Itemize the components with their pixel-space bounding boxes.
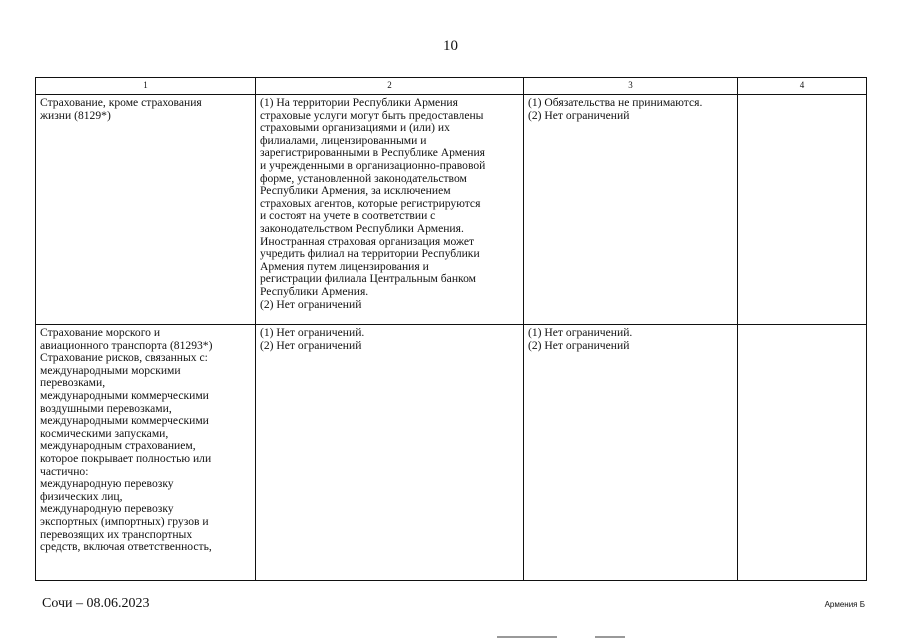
cell-text-line: авиационного транспорта (81293*) [40, 338, 213, 352]
cell-text-line: Страхование, кроме страхования [40, 96, 202, 109]
cell-text-line: международную перевозку [40, 502, 174, 516]
cell-text-line: и учрежденными в организационно-правовой [260, 158, 486, 172]
table-cell-col1 [36, 325, 256, 581]
cell-text-line: страховых агентов, которые регистрируются [260, 196, 481, 210]
column-header-2: 2 [256, 78, 524, 95]
table-cell-col2 [256, 95, 524, 325]
cell-text-line: (2) Нет ограничений [528, 108, 630, 122]
table-header-row [36, 78, 867, 95]
cell-text-line: (1) На территории Республики Армения [260, 96, 458, 109]
cell-text-line: (1) Нет ограничений. [528, 326, 633, 339]
cell-text-line: Армения путем лицензирования и [260, 259, 429, 273]
cell-text-line: Иностранная страховая организация может [260, 234, 475, 248]
commitments-table [35, 77, 867, 581]
cell-text-line: космическими запусками, [40, 426, 169, 440]
table-cell-col2 [256, 325, 524, 581]
cell-text-line: и состоят на учете в соответствии с [260, 209, 436, 223]
table-row [36, 325, 867, 581]
cell-text-line: страховые услуги могут быть предоставлены [260, 108, 484, 122]
cell-text-line: международную перевозку [40, 477, 174, 491]
table-cell-col1 [36, 95, 256, 325]
column-header-4: 4 [738, 78, 867, 95]
cell-text-line: которое покрывает полностью или [40, 451, 212, 465]
cell-text-line: (1) Обязательства не принимаются. [528, 96, 703, 109]
cell-text-line: международными морскими [40, 363, 181, 377]
cell-text-line: перевозками, [40, 376, 106, 390]
column-header-3: 3 [524, 78, 738, 95]
cell-text-line: Страхование морского и [40, 326, 161, 339]
table-cell-col4 [738, 95, 867, 325]
cell-text-line: Республики Армения. [260, 284, 369, 298]
column-header-1: 1 [36, 78, 256, 95]
cell-text-line: филиалами, лицензированными и [260, 133, 427, 147]
cell-text-line: форме, установленной законодательством [260, 171, 467, 185]
cell-text-line: (2) Нет ограничений [528, 338, 630, 352]
cell-text-line: зарегистрированными в Республике Армения [260, 146, 485, 160]
cell-text-line: средств, включая ответственность, [40, 540, 212, 554]
footer-code: Армения Б [824, 600, 865, 609]
cell-text-line: учредить филиал на территории Республики [260, 247, 480, 261]
table-row [36, 95, 867, 325]
scan-artifact [497, 636, 557, 638]
cell-text-line: физических лиц, [40, 489, 123, 503]
cell-text-line: регистрации филиала Центральным банком [260, 272, 476, 286]
page-number: 10 [443, 38, 458, 54]
scan-artifact [595, 636, 625, 638]
cell-text-line: частично: [40, 464, 89, 478]
table-cell-col4 [738, 325, 867, 581]
cell-text-line: международными коммерческими [40, 388, 209, 402]
cell-text-line: международными коммерческими [40, 414, 209, 428]
cell-text-line: Республики Армения, за исключением [260, 184, 451, 198]
table-cell-col3 [524, 325, 738, 581]
cell-text-line: страховыми организациями и (или) их [260, 121, 450, 135]
cell-text-line: воздушными перевозками, [40, 401, 172, 415]
cell-text-line: (1) Нет ограничений. [260, 326, 365, 339]
cell-text-line: законодательством Республики Армения. [260, 221, 464, 235]
table-cell-col3 [524, 95, 738, 325]
cell-text-line: экспортных (импортных) грузов и [40, 514, 209, 528]
cell-text-line: (2) Нет ограничений [260, 297, 362, 311]
cell-text-line: перевозящих их транспортных [40, 527, 193, 541]
footer-place-date: Сочи – 08.06.2023 [42, 596, 150, 611]
cell-text-line: международным страхованием, [40, 439, 196, 453]
cell-text-line: Страхование рисков, связанных с: [40, 351, 208, 365]
cell-text-line: (2) Нет ограничений [260, 338, 362, 352]
cell-text-line: жизни (8129*) [40, 108, 111, 122]
